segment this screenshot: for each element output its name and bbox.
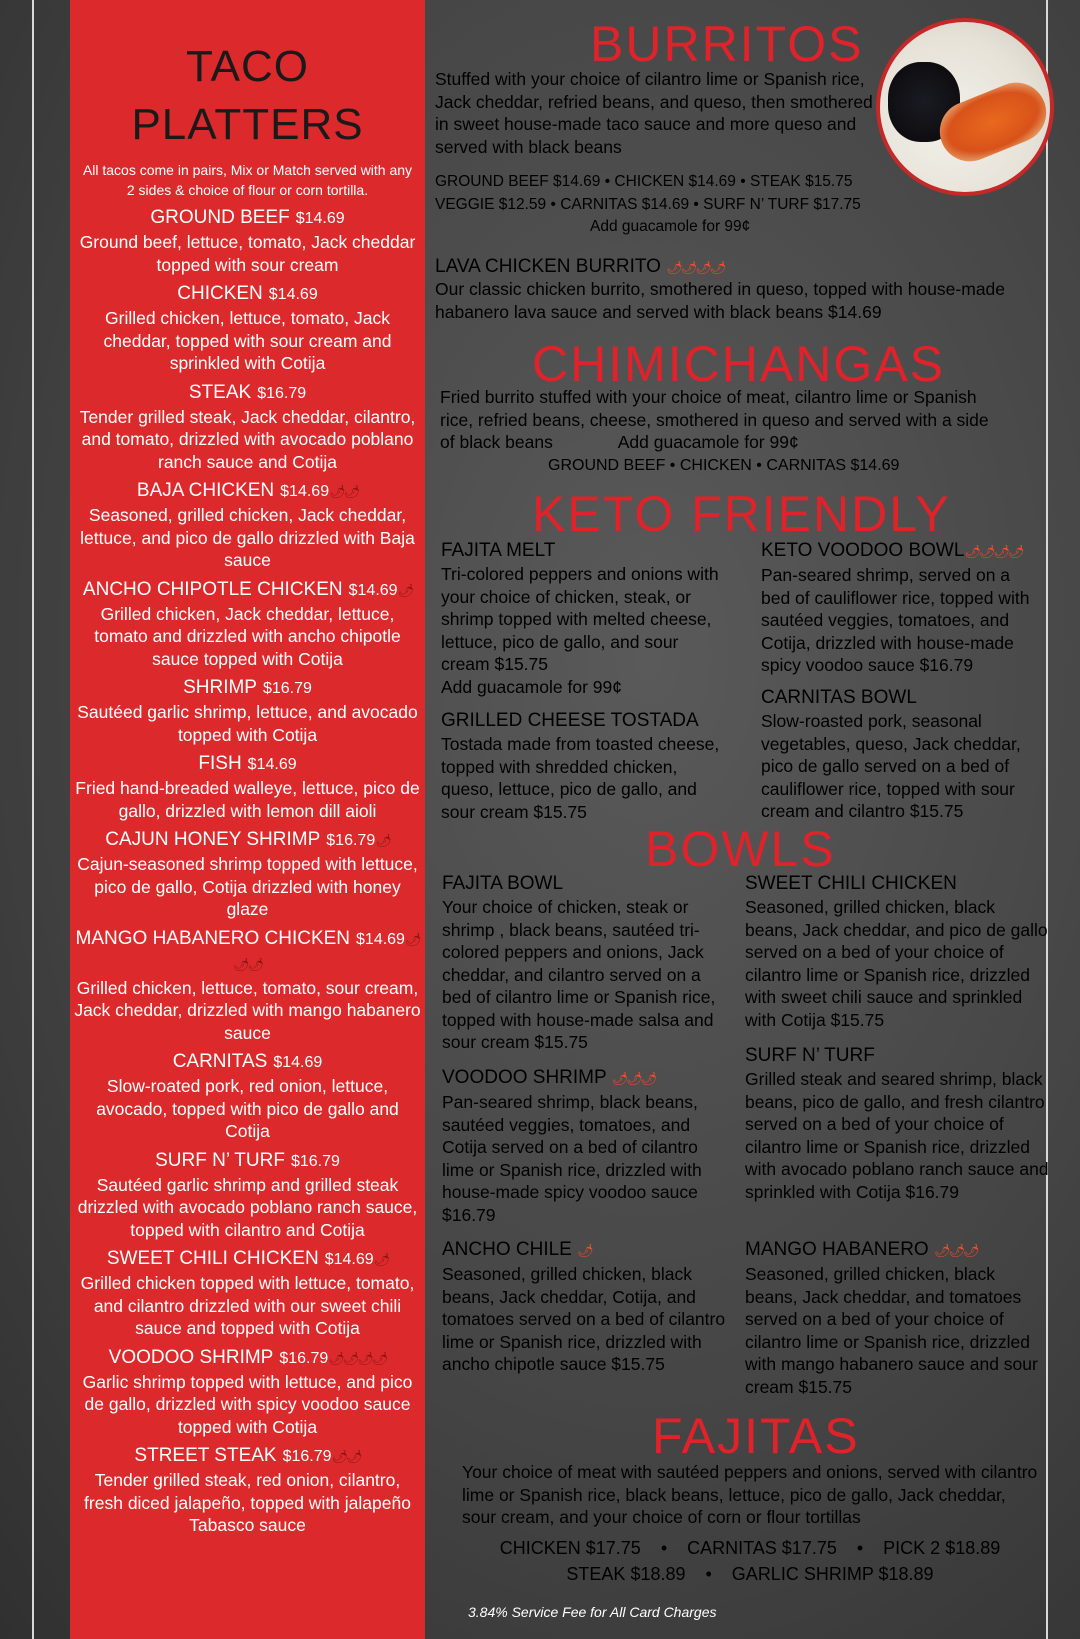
- keto-voodoo-bowl-description: Pan-seared shrimp, served on a bed of cauliflower rice, topped with sautéed veggies, tomatoes, and Cotija, drizzled with house-made spicy voodoo sauce $16.79: [761, 565, 1030, 675]
- fajitas-description: Your choice of meat with sautéed peppers and onions, served with cilantro lime or Spanish rice, black beans, lettuce, pico de gallo, Jack cheddar, sour cream, and your choice of corn or flour tortillas: [462, 1462, 1038, 1527]
- keto-voodoo-bowl: [761, 539, 1041, 677]
- lava-chicken-burrito-name: [435, 255, 724, 280]
- taco-platter-item: [70, 1346, 425, 1439]
- taco-platter-price: $16.79: [290, 1152, 340, 1170]
- fajita-melt-name: FAJITA MELT: [441, 540, 556, 561]
- taco-platter-description: Cajun-seasoned shrimp topped with lettuce, pico de gallo, Cotija drizzled with honey glaze: [77, 854, 418, 919]
- carnitas-bowl: [761, 686, 1041, 823]
- fajitas-prices: [440, 1535, 1060, 1587]
- taco-platter-name: MANGO HABANERO CHICKEN $14.69🌶🌶🌶: [75, 927, 420, 972]
- fajitas-prices-line-2: STEAK $18.89 • GARLIC SHRIMP $18.89: [566, 1564, 934, 1584]
- taco-platters-column: [70, 0, 425, 1639]
- taco-platter-description: Tender grilled steak, red onion, cilantro, fresh diced jalapeño, topped with jalapeño Tabasco sauce: [84, 1470, 411, 1535]
- taco-platter-description: Seasoned, grilled chicken, Jack cheddar, lettuce, and pico de gallo drizzled with Baja sauce: [80, 505, 415, 570]
- pepper-icon: 🌶: [397, 582, 413, 598]
- taco-platter-item: [70, 1247, 425, 1340]
- taco-platters-title: [70, 38, 425, 154]
- tostada-name: GRILLED CHEESE TOSTADA: [441, 710, 699, 731]
- taco-platter-item: [70, 1149, 425, 1242]
- chimi-desc-line-3: of black beans Add guacamole for 99¢: [440, 432, 799, 452]
- chimichangas-description: [440, 386, 1040, 454]
- taco-platter-price: $16.79: [279, 1349, 329, 1367]
- fajita-bowl: [442, 872, 732, 1054]
- burritos-guacamole: Add guacamole for 99¢: [590, 218, 751, 235]
- taco-platter-item: [70, 1050, 425, 1143]
- taco-platter-name: FISH $14.69: [198, 753, 297, 774]
- fajita-melt-guacamole: Add guacamole for 99¢: [441, 676, 622, 697]
- surf-n-turf-bowl: [745, 1044, 1050, 1203]
- taco-platter-item: [70, 927, 425, 1045]
- fajita-melt-description: Tri-colored peppers and onions with your choice of chicken, steak, or shrimp topped with melted cheese, lettuce, pico de gallo, and sour cream $15.75: [441, 564, 719, 674]
- fajita-bowl-description: Your choice of chicken, steak or shrimp , black beans, sautéed tri-colored peppers and onions, Jack cheddar, and cilantro served on a bed of cilantro lime or Spanish rice, topped with house-made salsa and sour cream $15.75: [442, 897, 716, 1052]
- ancho-chile-bowl: [442, 1238, 732, 1376]
- taco-platter-item: [70, 479, 425, 572]
- pepper-icon: 🌶🌶🌶🌶: [328, 1350, 387, 1366]
- carnitas-bowl-name: CARNITAS BOWL: [761, 687, 917, 708]
- taco-platter-item: [70, 752, 425, 822]
- taco-platter-description: Slow-roated pork, red onion, lettuce, avocado, topped with pico de gallo and Cotija: [96, 1076, 399, 1141]
- taco-platter-price: $14.69: [268, 286, 318, 303]
- keto-voodoo-bowl-name: KETO VOODOO BOWL🌶🌶🌶🌶: [761, 540, 1023, 561]
- pepper-icon: 🌶🌶🌶🌶: [964, 544, 1023, 559]
- burritos-description: Stuffed with your choice of cilantro lime or Spanish rice, Jack cheddar, refried beans, and queso, then smothered in sweet house-made taco sauce and more queso and served with black beans: [435, 69, 873, 157]
- taco-platter-item: [70, 381, 425, 474]
- taco-platter-description: Sautéed garlic shrimp and grilled steak drizzled with avocado poblano ranch sauce, topped with cilantro and Cotija: [77, 1174, 418, 1240]
- carnitas-bowl-description: Slow-roasted pork, seasonal vegetables, queso, Jack cheddar, pico de gallo served on a bed of cauliflower rice, topped with sour cream and cilantro $15.75: [761, 711, 1021, 821]
- sweet-chili-chicken-bowl: [745, 872, 1050, 1031]
- taco-platter-name: VOODOO SHRIMP $16.79🌶🌶🌶🌶: [108, 1346, 387, 1368]
- taco-platter-item: [70, 1444, 425, 1537]
- taco-platter-description: Grilled chicken topped with lettuce, tomato, and cilantro drizzled with our sweet chili sauce and topped with Cotija: [80, 1273, 415, 1338]
- pepper-icon: 🌶: [375, 833, 390, 848]
- taco-platter-price: $14.69: [295, 210, 345, 227]
- mango-habanero-bowl-description: Seasoned, grilled chicken, black beans, Jack cheddar, and tomatoes served on a bed of your choice of cilantro lime or Spanish rice, drizzled with mango habanero sauce and sour cream $15.75: [745, 1264, 1038, 1397]
- taco-platter-description: Fried hand-breaded walleye, lettuce, pico de gallo, drizzled with lemon dill aioli: [75, 778, 420, 821]
- taco-platter-description: Grilled chicken, lettuce, tomato, sour cream, Jack cheddar, drizzled with mango habanero sauce: [74, 977, 421, 1043]
- pepper-icon: 🌶🌶🌶: [232, 931, 420, 972]
- taco-platter-name: SWEET CHILI CHICKEN $14.69🌶: [106, 1248, 389, 1269]
- taco-platters-note: All tacos come in pairs, Mix or Match served with any 2 sides & choice of flour or corn tortilla.: [82, 162, 413, 198]
- surf-n-turf-bowl-description: Grilled steak and seared shrimp, black beans, pico de gallo, and fresh cilantro served on a bed of your choice of cilantro lime or Spanish rice, drizzled with avocado poblano ranch sauce and sprinkled with Cotija $16.79: [745, 1069, 1049, 1202]
- taco-platter-name: CHICKEN $14.69: [177, 283, 318, 304]
- taco-platter-price: $16.79: [257, 384, 307, 402]
- taco-platter-name: SHRIMP $16.79: [183, 677, 312, 698]
- tostada-description: Tostada made from toasted cheese, topped with shredded chicken, queso, lettuce, pico de gallo, and sour cream $15.75: [441, 734, 720, 822]
- chimi-desc-line-2: rice, refried beans, cheese, smothered in queso and served with a side: [440, 409, 989, 430]
- chimi-desc-line-1: Fried burrito stuffed with your choice of meat, cilantro lime or Spanish: [440, 387, 977, 407]
- title-line-1: TACO: [186, 42, 309, 91]
- pepper-icon: 🌶🌶: [331, 1449, 361, 1464]
- taco-platter-price: $14.69: [280, 483, 330, 500]
- fajitas-heading: FAJITAS: [652, 1408, 860, 1464]
- taco-platter-description: Ground beef, lettuce, tomato, Jack cheddar topped with sour cream: [79, 232, 416, 275]
- title-line-2: PLATTERS: [131, 100, 364, 149]
- fajita-melt: [441, 539, 731, 698]
- taco-platter-name: ANCHO CHIPOTLE CHICKEN $14.69🌶: [82, 578, 413, 600]
- sweet-chili-bowl-name: SWEET CHILI CHICKEN: [745, 873, 957, 894]
- chimichangas-heading: CHIMICHANGAS: [532, 336, 945, 392]
- fajitas-prices-line-1: CHICKEN $17.75 • CARNITAS $17.75 • PICK 2 $18.89: [499, 1538, 1001, 1558]
- taco-platter-description: Grilled chicken, Jack cheddar, lettuce, tomato and drizzled with ancho chipotle sauce topped with Cotija: [94, 603, 401, 669]
- burritos-prices: [435, 170, 915, 216]
- pepper-icon: 🌶🌶🌶: [933, 1243, 978, 1258]
- mango-habanero-bowl: [745, 1238, 1050, 1398]
- taco-platter-item: [70, 282, 425, 375]
- voodoo-shrimp-bowl: [442, 1066, 732, 1226]
- surf-n-turf-bowl-name: SURF N’ TURF: [745, 1045, 875, 1066]
- voodoo-shrimp-bowl-description: Pan-seared shrimp, black beans, sautéed veggies, tomatoes, and Cotija served on a bed of cilantro lime or Spanish rice, drizzled with house-made spicy voodoo sauce $16.79: [442, 1092, 702, 1225]
- pepper-icon: 🌶: [577, 1243, 592, 1258]
- taco-platter-price: $14.69: [348, 581, 398, 599]
- taco-platter-name: STREET STEAK $16.79🌶🌶: [134, 1445, 361, 1466]
- taco-platter-description: Grilled chicken, lettuce, tomato, Jack cheddar, topped with sour cream and sprinkled with Cotija: [103, 308, 392, 373]
- taco-platter-description: Sautéed garlic shrimp, lettuce, and avocado topped with Cotija: [77, 702, 418, 745]
- taco-platter-name: GROUND BEEF $14.69: [150, 207, 345, 228]
- taco-platter-price: $14.69: [356, 930, 405, 948]
- taco-platter-name: CAJUN HONEY SHRIMP $16.79🌶: [105, 829, 390, 850]
- pepper-icon: 🌶: [373, 1252, 389, 1267]
- keto-friendly-heading: KETO FRIENDLY: [532, 486, 951, 542]
- pepper-icon: 🌶🌶🌶: [611, 1071, 656, 1086]
- taco-platter-price: $16.79: [282, 1448, 332, 1465]
- taco-platter-price: $16.79: [326, 832, 376, 849]
- voodoo-shrimp-bowl-name: VOODOO SHRIMP 🌶🌶🌶: [442, 1067, 656, 1088]
- pepper-icon: 🌶🌶🌶🌶: [666, 260, 725, 275]
- burritos-heading: BURRITOS: [590, 16, 864, 72]
- taco-platters-list: [70, 206, 425, 1537]
- taco-platter-item: [70, 578, 425, 671]
- lava-name-text: LAVA CHICKEN BURRITO: [435, 256, 661, 277]
- taco-platter-name: SURF N’ TURF $16.79: [155, 1149, 340, 1171]
- taco-platter-price: $14.69: [247, 756, 297, 773]
- taco-platter-item: [70, 206, 425, 276]
- taco-platter-name: BAJA CHICKEN $14.69🌶🌶: [136, 480, 359, 501]
- mango-habanero-bowl-name: MANGO HABANERO 🌶🌶🌶: [745, 1239, 978, 1260]
- taco-platter-price: $14.69: [273, 1054, 323, 1071]
- fajita-bowl-name: FAJITA BOWL: [442, 873, 564, 894]
- burritos-prices-line-1: GROUND BEEF $14.69 • CHICKEN $14.69 • STEAK $15.75: [435, 173, 853, 190]
- ancho-chile-bowl-description: Seasoned, grilled chicken, black beans, Jack cheddar, Cotija, and tomatoes served on a bed of cilantro lime or Spanish rice, drizzled with ancho chipotle sauce $15.75: [442, 1264, 726, 1374]
- taco-platter-price: $14.69: [324, 1251, 374, 1268]
- taco-platter-name: STEAK $16.79: [188, 381, 307, 403]
- bowls-heading: BOWLS: [645, 821, 836, 877]
- taco-platter-price: $16.79: [262, 680, 312, 697]
- taco-platter-item: [70, 676, 425, 746]
- burritos-prices-line-2: VEGGIE $12.59 • CARNITAS $14.69 • SURF N’ TURF $17.75: [435, 196, 861, 213]
- taco-platter-item: [70, 828, 425, 921]
- taco-platter-name: CARNITAS $14.69: [172, 1051, 323, 1072]
- lava-chicken-burrito-description: Our classic chicken burrito, smothered in queso, topped with house-made habanero lava sauce and served with black beans $14.69: [435, 279, 1006, 322]
- service-fee-note: 3.84% Service Fee for All Card Charges: [468, 1604, 717, 1620]
- taco-platter-description: Tender grilled steak, Jack cheddar, cilantro, and tomato, drizzled with avocado poblano ranch sauce and Cotija: [79, 406, 416, 472]
- grilled-cheese-tostada: [441, 709, 731, 823]
- sweet-chili-bowl-description: Seasoned, grilled chicken, black beans, Jack cheddar, and pico de gallo served on a bed of your choice of cilantro lime or Spanish rice, drizzled with sweet chili sauce and sprinkled with Cotija $15.75: [745, 897, 1048, 1030]
- chimi-guacamole: Add guacamole for 99¢: [617, 432, 799, 452]
- taco-platter-description: Garlic shrimp topped with lettuce, and pico de gallo, drizzled with spicy voodoo sauce topped with Cotija: [82, 1371, 413, 1437]
- ancho-chile-bowl-name: ANCHO CHILE 🌶: [442, 1239, 592, 1260]
- chimichangas-prices: GROUND BEEF • CHICKEN • CARNITAS $14.69: [548, 457, 900, 474]
- pepper-icon: 🌶🌶: [329, 484, 359, 499]
